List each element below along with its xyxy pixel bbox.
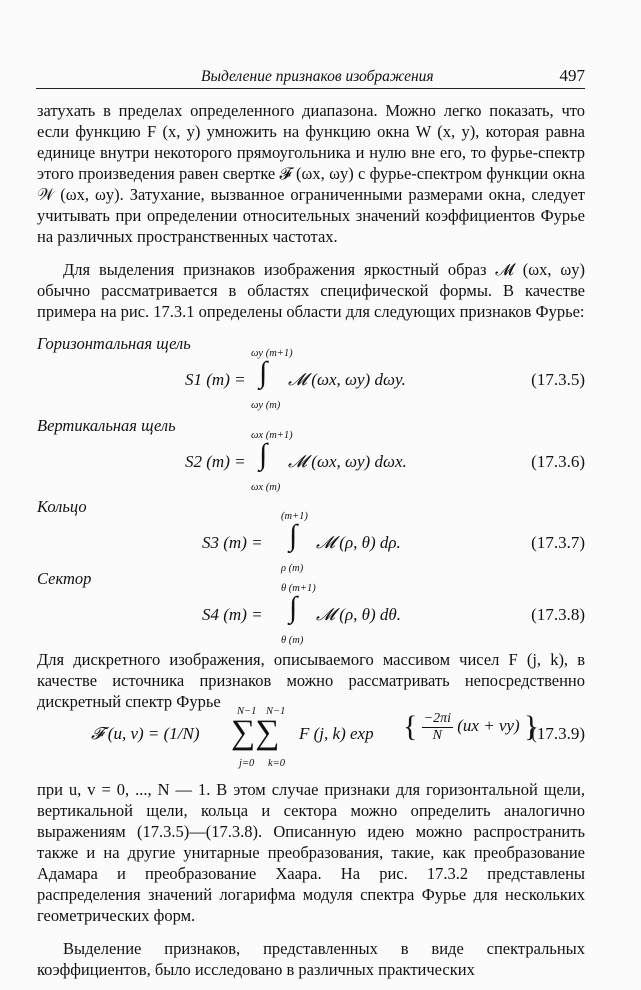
paragraph-4: при u, v = 0, ..., N — 1. В этом случае признаки для горизонтальной щели, вертикальной щели, кольца и сектора можно определить аналогично выражениям (17.3.5)—(17.3.8). Описанную идею можно распространить также и на другие унитарные преобразования, такие, как преобразование Адамара и преобразование Хаара. На рис. 17.3.2 представлены распределения значений логарифма модуля спектра Фурье для нескольких геометрических форм. [37, 780, 585, 925]
section-horizontal-slit: Горизонтальная щель [37, 334, 191, 353]
paragraph-1: затухать в пределах определенного диапазона. Можно легко показать, что если функцию F (x, y) умножить на функцию окна W (x, y), которая равна единице внутри некоторого прямоугольника и нулю вне его, то фурье-спектр этого произведения равен свертке 𝓕 (ωx, ωy) с фурье-спектром функции окна 𝒲 (ωx, ωy). Затухание, вызванное ограниченными размерами окна, следует учитывать при определении относительных значений коэффициентов Фурье на различных пространственных частотах. [37, 101, 585, 246]
fraction [422, 711, 453, 744]
equation-number: (17.3.9) [531, 724, 585, 743]
equation-rhs: 𝓜 (ωx, ωy) dωx. [288, 452, 407, 471]
lower-limit: ωx (m) [251, 482, 281, 493]
upper-limit: ωy (m+1) [251, 348, 293, 359]
integral-sign: ∫ [289, 519, 298, 552]
integral-sign: ∫ [259, 438, 268, 471]
equation-number: (17.3.6) [531, 452, 585, 471]
equation-lhs: S3 (m) = [202, 533, 263, 552]
equation-17-3-5 [37, 346, 585, 416]
lower-limit: ρ (m) [281, 563, 304, 574]
running-title: Выделение признаков изображения [201, 68, 434, 85]
equation-number: (17.3.7) [531, 533, 585, 552]
lower-limit: θ (m) [281, 635, 304, 646]
equation-number: (17.3.8) [531, 605, 585, 624]
paragraph-2: Для выделения признаков изображения яркостный образ 𝓜 (ωx, ωy) обычно рассматривается в областях специфической формы. В качестве примера на рис. 17.3.1 определены области для следующих признаков Фурье: [37, 260, 585, 321]
equation-lhs: S2 (m) = [185, 452, 246, 471]
exponent-tail: (ux + vy) [457, 716, 520, 735]
equation-rhs: 𝓜 (ρ, θ) dθ. [316, 605, 401, 624]
equation-17-3-6 [37, 428, 585, 498]
equation-rhs: 𝓜 (ρ, θ) dρ. [316, 533, 401, 552]
double-sum: ∑∑ [231, 714, 280, 751]
upper-limit: ωx (m+1) [251, 430, 293, 441]
equation-body: F (j, k) exp [299, 724, 374, 743]
page-number: 497 [559, 66, 585, 85]
equation-lhs: S4 (m) = [202, 605, 263, 624]
paragraph-3: Для дискретного изображения, описываемого массивом чисел F (j, k), в качестве источника признаков можно рассматривать непосредственно дискретный спектр Фурье [37, 650, 585, 711]
section-ring: Кольцо [37, 497, 87, 516]
upper-limit: (m+1) [281, 511, 308, 522]
sum-k-upper: N−1 [266, 706, 286, 717]
integral-sign: ∫ [259, 356, 268, 389]
fraction-numerator: −2πi [423, 710, 452, 726]
upper-limit: θ (m+1) [281, 583, 316, 594]
exponent-group [403, 710, 538, 744]
paragraph-5: Выделение признаков, представленных в виде спектральных коэффициентов, было исследовано в различных практических [37, 939, 585, 979]
page-header [36, 60, 585, 89]
equation-rhs: 𝓜 (ωx, ωy) dωy. [288, 370, 406, 389]
equation-17-3-8 [37, 581, 585, 651]
equation-17-3-9 [37, 700, 585, 776]
equation-lhs: S1 (m) = [185, 370, 246, 389]
integral-sign: ∫ [289, 591, 298, 624]
section-sector: Сектор [37, 569, 92, 588]
sum-j-lower: j=0 [239, 758, 255, 769]
section-vertical-slit: Вертикальная щель [37, 416, 176, 435]
equation-number: (17.3.5) [531, 370, 585, 389]
fraction-denominator: N [432, 727, 442, 743]
lower-limit: ωy (m) [251, 400, 281, 411]
right-brace: } [523, 710, 539, 743]
equation-lhs: 𝓕 (u, v) = (1/N) [91, 724, 200, 743]
sum-k-lower: k=0 [268, 758, 285, 769]
left-brace: { [403, 710, 418, 743]
sum-j-upper: N−1 [237, 706, 257, 717]
equation-17-3-7 [37, 509, 585, 579]
